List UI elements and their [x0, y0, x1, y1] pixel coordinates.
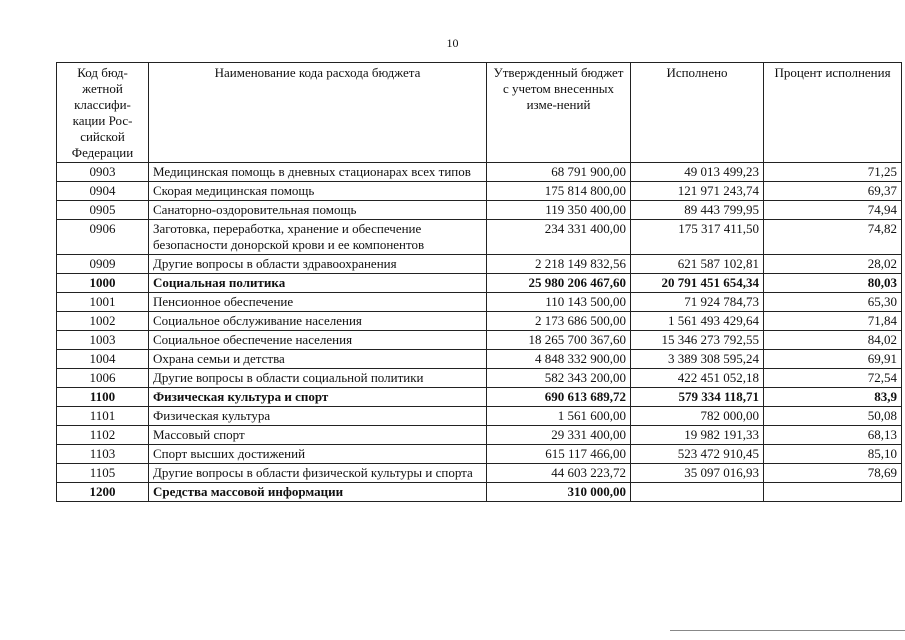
- table-row: [57, 331, 902, 350]
- cell-percent: 74,94: [764, 201, 902, 220]
- cell-approved: 44 603 223,72: [487, 464, 631, 483]
- cell-percent: 80,03: [764, 274, 902, 293]
- cell-name: Спорт высших достижений: [149, 445, 487, 464]
- cell-code: 1103: [57, 445, 149, 464]
- cell-name: Медицинская помощь в дневных стационарах всех типов: [149, 163, 487, 182]
- cell-name: Другие вопросы в области здравоохранения: [149, 255, 487, 274]
- cell-approved: 25 980 206 467,60: [487, 274, 631, 293]
- header-approved: Утвержденный бюджет с учетом внесенных изме-нений: [487, 63, 631, 163]
- cell-code: 1100: [57, 388, 149, 407]
- table-row: [57, 255, 902, 274]
- cell-percent: 85,10: [764, 445, 902, 464]
- cell-executed: 579 334 118,71: [631, 388, 764, 407]
- cell-code: 1200: [57, 483, 149, 502]
- table-row: [57, 350, 902, 369]
- cell-executed: 19 982 191,33: [631, 426, 764, 445]
- cell-code: 1001: [57, 293, 149, 312]
- cell-approved: 2 173 686 500,00: [487, 312, 631, 331]
- cell-approved: 29 331 400,00: [487, 426, 631, 445]
- table-row: [57, 293, 902, 312]
- cell-name: Физическая культура и спорт: [149, 388, 487, 407]
- table-row: [57, 369, 902, 388]
- cell-name: Социальное обслуживание населения: [149, 312, 487, 331]
- table-row: [57, 388, 902, 407]
- table-row: [57, 407, 902, 426]
- cell-approved: 4 848 332 900,00: [487, 350, 631, 369]
- table-row: [57, 182, 902, 201]
- cell-percent: [764, 483, 902, 502]
- cell-executed: 35 097 016,93: [631, 464, 764, 483]
- cell-percent: 83,9: [764, 388, 902, 407]
- cell-executed: 49 013 499,23: [631, 163, 764, 182]
- table-row: [57, 464, 902, 483]
- cell-code: 0909: [57, 255, 149, 274]
- cell-percent: 78,69: [764, 464, 902, 483]
- cell-executed: 422 451 052,18: [631, 369, 764, 388]
- cell-code: 0903: [57, 163, 149, 182]
- table-row: [57, 312, 902, 331]
- header-executed: Исполнено: [631, 63, 764, 163]
- cell-percent: 69,91: [764, 350, 902, 369]
- cell-code: 1004: [57, 350, 149, 369]
- cell-name: Пенсионное обеспечение: [149, 293, 487, 312]
- cell-approved: 690 613 689,72: [487, 388, 631, 407]
- cell-executed: 175 317 411,50: [631, 220, 764, 255]
- cell-executed: 121 971 243,74: [631, 182, 764, 201]
- cell-name: Заготовка, переработка, хранение и обеспечение безопасности донорской крови и ее компонентов: [149, 220, 487, 255]
- cell-approved: 110 143 500,00: [487, 293, 631, 312]
- cell-code: 0904: [57, 182, 149, 201]
- table-row: [57, 445, 902, 464]
- cell-executed: 15 346 273 792,55: [631, 331, 764, 350]
- cell-name: Скорая медицинская помощь: [149, 182, 487, 201]
- cell-approved: 234 331 400,00: [487, 220, 631, 255]
- cell-percent: 69,37: [764, 182, 902, 201]
- table-row: [57, 426, 902, 445]
- cell-approved: 175 814 800,00: [487, 182, 631, 201]
- cell-executed: 89 443 799,95: [631, 201, 764, 220]
- cell-approved: 2 218 149 832,56: [487, 255, 631, 274]
- cell-name: Социальная политика: [149, 274, 487, 293]
- cell-executed: 71 924 784,73: [631, 293, 764, 312]
- cell-code: 1003: [57, 331, 149, 350]
- cell-code: 1102: [57, 426, 149, 445]
- cell-percent: 68,13: [764, 426, 902, 445]
- table-body: [57, 163, 902, 502]
- cell-executed: 3 389 308 595,24: [631, 350, 764, 369]
- cell-name: Другие вопросы в области социальной политики: [149, 369, 487, 388]
- cell-percent: 71,84: [764, 312, 902, 331]
- cell-name: Массовый спорт: [149, 426, 487, 445]
- table-row: [57, 483, 902, 502]
- page-edge-line: [670, 630, 905, 631]
- table-row: [57, 274, 902, 293]
- table-header-row: [57, 63, 902, 163]
- table-row: [57, 201, 902, 220]
- cell-percent: 28,02: [764, 255, 902, 274]
- header-percent: Процент исполнения: [764, 63, 902, 163]
- cell-code: 0906: [57, 220, 149, 255]
- cell-executed: [631, 483, 764, 502]
- cell-name: Средства массовой информации: [149, 483, 487, 502]
- cell-code: 1105: [57, 464, 149, 483]
- cell-approved: 582 343 200,00: [487, 369, 631, 388]
- cell-name: Санаторно-оздоровительная помощь: [149, 201, 487, 220]
- cell-percent: 65,30: [764, 293, 902, 312]
- cell-executed: 782 000,00: [631, 407, 764, 426]
- cell-approved: 615 117 466,00: [487, 445, 631, 464]
- header-code: Код бюд-жетной классифи-кации Рос-сийской Федерации: [57, 63, 149, 163]
- budget-execution-table: [56, 62, 902, 502]
- cell-code: 1000: [57, 274, 149, 293]
- cell-code: 0905: [57, 201, 149, 220]
- cell-approved: 310 000,00: [487, 483, 631, 502]
- cell-name: Охрана семьи и детства: [149, 350, 487, 369]
- cell-approved: 1 561 600,00: [487, 407, 631, 426]
- page-number: 10: [446, 36, 459, 50]
- cell-percent: 74,82: [764, 220, 902, 255]
- cell-approved: 68 791 900,00: [487, 163, 631, 182]
- cell-code: 1002: [57, 312, 149, 331]
- cell-code: 1006: [57, 369, 149, 388]
- header-name: Наименование кода расхода бюджета: [149, 63, 487, 163]
- cell-name: Социальное обеспечение населения: [149, 331, 487, 350]
- cell-percent: 84,02: [764, 331, 902, 350]
- cell-executed: 621 587 102,81: [631, 255, 764, 274]
- cell-name: Другие вопросы в области физической культуры и спорта: [149, 464, 487, 483]
- cell-name: Физическая культура: [149, 407, 487, 426]
- cell-approved: 119 350 400,00: [487, 201, 631, 220]
- cell-executed: 20 791 451 654,34: [631, 274, 764, 293]
- cell-percent: 71,25: [764, 163, 902, 182]
- cell-percent: 72,54: [764, 369, 902, 388]
- table-row: [57, 163, 902, 182]
- cell-code: 1101: [57, 407, 149, 426]
- table-row: [57, 220, 902, 255]
- cell-executed: 523 472 910,45: [631, 445, 764, 464]
- cell-approved: 18 265 700 367,60: [487, 331, 631, 350]
- cell-executed: 1 561 493 429,64: [631, 312, 764, 331]
- cell-percent: 50,08: [764, 407, 902, 426]
